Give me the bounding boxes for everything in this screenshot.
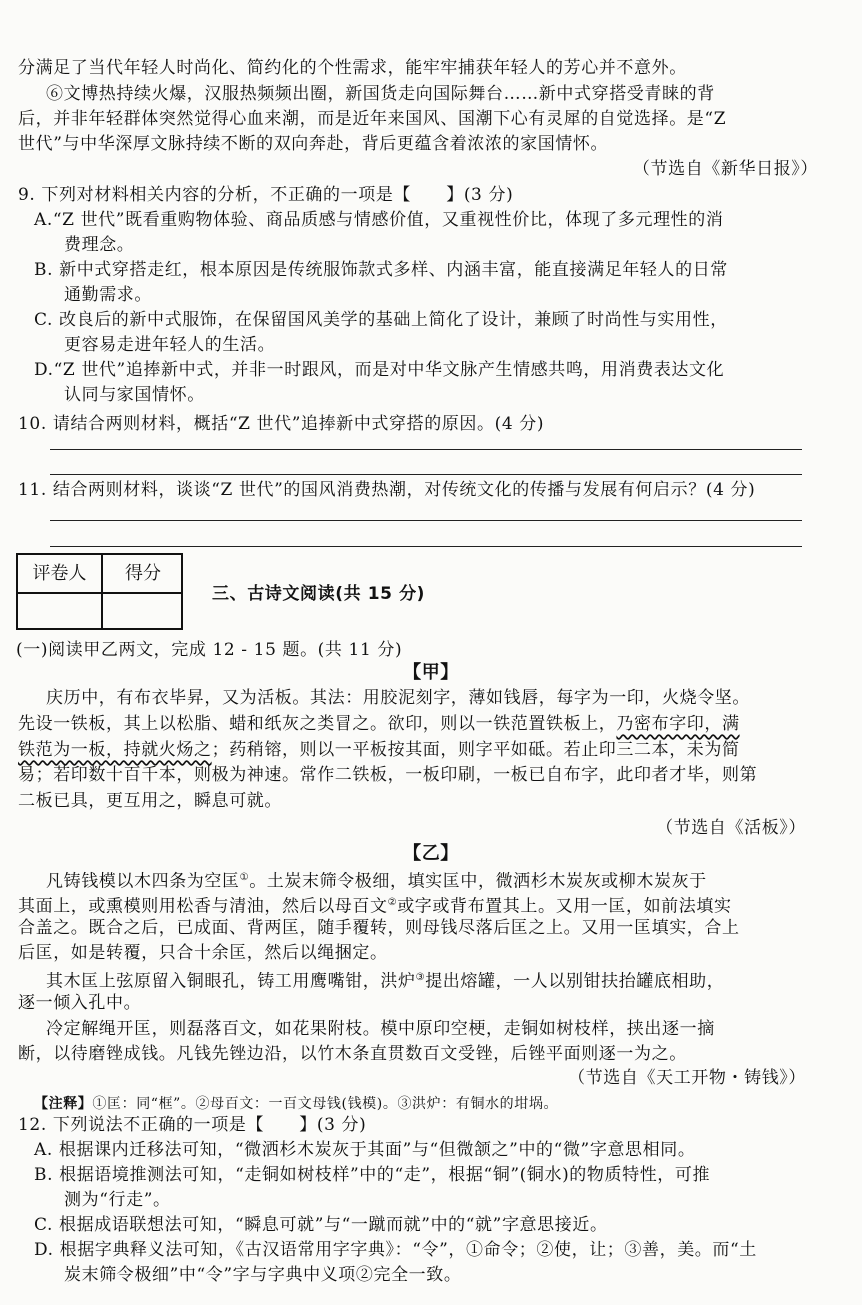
question-9-option-c-cont: 更容易走进年轻人的生活。 [64,335,276,355]
material-line: 分满足了当代年轻人时尚化、简约化的个性需求，能牢牢捕获年轻人的芳心并不意外。 [18,58,687,78]
question-9-option-a-cont: 费理念。 [64,235,135,255]
text-yi-segment: 或字或背布置其上。又用一匡，如前法填实 [397,896,732,917]
question-12-option-b-cont: 测为“行走”。 [64,1190,171,1210]
text-jia-segment: 易；若印数十百千本，则极为神速。常作二铁板，一板印刷，一板已自布字，此印者才毕，则第 [18,765,758,785]
text-yi-line: 冷定解绳开匡，则磊落百文，如花果附枝。模中原印空梗，走铜如树枝样，挟出逐一摘 [46,1019,715,1039]
text-yi-heading: 【乙】 [403,843,459,864]
text-jia-source: （节选自《活板》） [656,818,806,838]
text-yi-line: 断，以待磨锉成钱。凡钱先锉边沿，以竹木条直贯数百文受锉，后锉平面则逐一为之。 [18,1044,687,1064]
text-yi-segment: 凡铸钱模以木四条为空匡 [46,871,240,892]
text-jia-line [18,763,757,787]
text-yi-segment: 其木匡上弦原留入铜眼孔，铸工用鹰嘴钳，洪炉 [46,971,416,992]
text-yi-line [18,891,732,919]
question-9-option-c: C. 改良后的新中式服饰，在保留国风美学的基础上简化了设计，兼顾了时尚性与实用性， [34,310,728,330]
text-yi-line: 逐一倾入孔中。 [18,993,142,1013]
score-box [16,553,183,630]
table-divider [18,592,181,594]
text-jia-line: 二板已具，更互用之，瞬息可就。 [18,791,282,811]
text-jia-line [18,738,740,762]
answer-line[interactable] [50,546,802,547]
section-title: 三、古诗文阅读(共 15 分) [212,584,426,604]
question-9-option-b-cont: 通勤需求。 [64,285,152,305]
question-9-option-d: D.“Z 世代”追捧新中式，并非一时跟风，而是对中华文脉产生情感共鸣，用消费表达文化 [34,360,725,380]
question-12-option-c: C. 根据成语联想法可知，“瞬息可就”与“一蹴而就”中的“就”字意思接近。 [34,1215,608,1235]
footnote-marker: ① [239,872,250,883]
material-line: 世代”与中华深厚文脉持续不断的双向奔赴，背后更蕴含着浓浓的家国情怀。 [18,134,609,154]
text-jia-segment: 先设一铁板，其上以松脂、蜡和纸灰之类冒之。欲印，则以一铁范置铁板上， [18,714,617,734]
answer-line[interactable] [50,449,802,450]
text-jia-line [18,712,740,736]
material-line: 后，并非年轻群体突然觉得心血来潮，而是近年来国风、国潮下心有灵犀的自觉选择。是“Z [18,109,727,129]
wavy-underlined-text: 铁范为一板，持就火炀之 [18,740,212,760]
annotation-label: 【注释】 [34,1096,93,1112]
text-yi-line: 后匡，如是转覆，只合十余匡，然后以绳捆定。 [18,943,388,963]
question-12-option-a: A. 根据课内迁移法可知，“微洒杉木炭灰于其面”与“但微颔之”中的“微”字意思相同。 [34,1140,696,1160]
text-jia-heading: 【甲】 [403,662,459,683]
text-yi-line: 合盖之。既合之后，已成面、背两匡，随手覆转，则母钱尽落后匡之上。又用一匡填实，合上 [18,918,740,938]
text-yi-source: （节选自《天工开物・铸钱》） [568,1068,806,1088]
question-11-stem: 11. 结合两则材料，谈谈“Z 世代”的国风消费热潮，对传统文化的传播与发展有何启示？(4 分) [18,480,756,500]
question-9-option-b: B. 新中式穿搭走红，根本原因是传统服饰款式多样、内涵丰富，能直接满足年轻人的日常 [34,260,728,280]
material-source: （节选自《新华日报》） [632,159,818,179]
text-jia-line: 庆历中，有布衣毕昇，又为活板。其法：用胶泥刻字，薄如钱唇，每字为一印，火烧令坚。 [46,688,750,708]
question-12-option-d: D. 根据字典释义法可知，《古汉语常用字字典》：“令”，①命令；②使，让；③善，美。而“土 [34,1240,757,1260]
question-9-option-d-cont: 认同与家国情怀。 [64,385,205,405]
footnote-marker: ② [387,897,398,908]
question-9-stem: 9. 下列对材料相关内容的分析，不正确的一项是【 】(3 分) [18,185,514,205]
text-yi-line [46,866,707,894]
answer-line[interactable] [50,520,802,521]
question-12-stem: 12. 下列说法不正确的一项是【 】(3 分) [18,1115,367,1135]
material-paragraph-6: ⑥文博热持续火爆，汉服热频频出圈，新国货走向国际舞台……新中式穿搭受青睐的背 [46,84,715,104]
section-subtitle: (一)阅读甲乙两文，完成 12 - 15 题。(共 11 分) [16,640,403,660]
answer-line[interactable] [50,474,802,475]
text-yi-line [46,966,724,994]
text-yi-segment: 其面上，或熏模则用松香与清油，然后以母百文 [18,896,388,917]
question-9-option-a: A.“Z 世代”既看重购物体验、商品质感与情感价值，又重视性价比，体现了多元理性的消 [34,210,724,230]
question-10-stem: 10. 请结合两则材料，概括“Z 世代”追捧新中式穿搭的原因。(4 分) [18,414,545,434]
text-yi-segment: 提出熔罐，一人以别钳扶抬罐底相助， [425,971,725,992]
annotation-text: ①匡：同“框”。②母百文：一百文母钱(钱模)。③洪炉：有铜水的坩埚。 [92,1096,559,1112]
score-label: 得分 [125,563,161,584]
wavy-underlined-text: 乃密布字印，满 [616,714,740,734]
footnote-marker: ③ [415,972,426,983]
grader-label: 评卷人 [32,563,87,584]
question-12-option-b: B. 根据语境推测法可知，“走铜如树枝样”中的“走”，根据“铜”(铜水)的物质特性，可推 [34,1165,711,1185]
text-yi-segment: 。土炭末筛令极细，填实匡中，微洒杉木炭灰或柳木炭灰于 [249,871,707,892]
question-12-option-d-cont: 炭末筛令极细”中“令”字与字典中义项②完全一致。 [64,1265,462,1285]
text-jia-segment: ；药稍镕，则以一平板按其面，则字平如砥。若止印三二本，未为简 [211,740,740,760]
